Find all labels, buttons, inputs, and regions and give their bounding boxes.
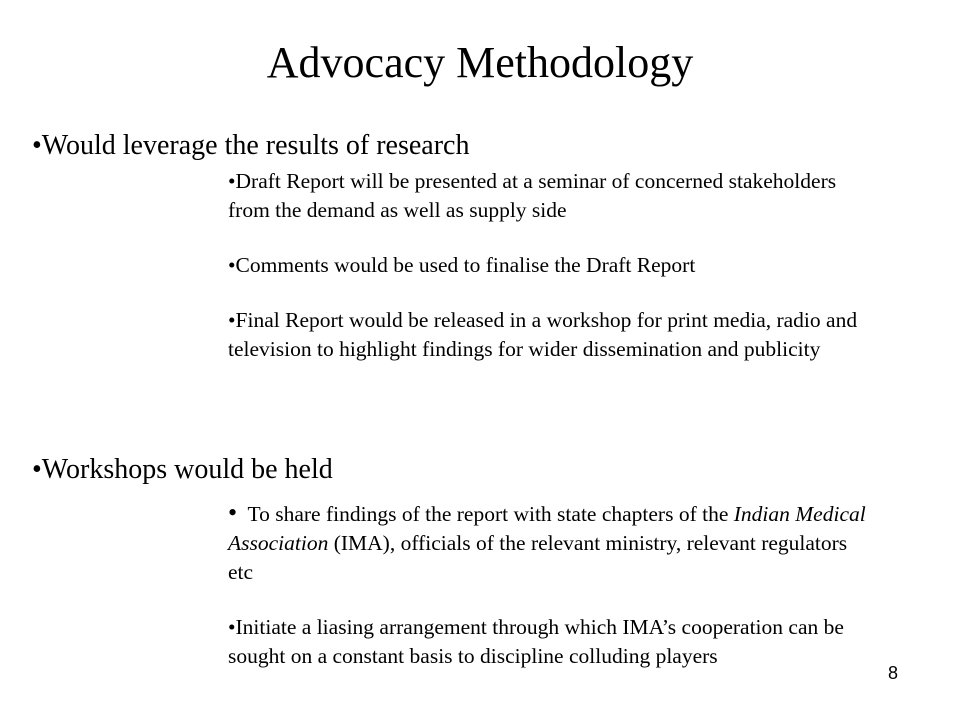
research-subpoints: [228, 167, 868, 364]
subpoint-final-report: •Final Report would be released in a workshop for print media, radio and television to highlight findings for wider dissemination and publicity: [228, 308, 858, 361]
bullet-workshops: •Workshops would be held: [32, 454, 333, 485]
subpoint-draft-report: •Draft Report will be presented at a seminar of concerned stakeholders from the demand as well as supply side: [228, 169, 837, 222]
bullet-research: •Would leverage the results of research: [32, 130, 470, 161]
subpoint-bullet: •: [228, 498, 238, 527]
subpoint-share-text-a: To share findings of the report with state chapters of the: [247, 502, 734, 526]
subpoint-share-text-b: (IMA), officials of the relevant ministry, relevant regulators etc: [228, 531, 848, 584]
subpoint-share-italic: Indian Medical Association: [228, 502, 866, 555]
subpoint-comments: •Comments would be used to finalise the Draft Report: [228, 253, 696, 277]
subpoint-share-findings: [228, 498, 868, 587]
workshop-subpoints: [228, 498, 868, 671]
page-number: 8: [888, 663, 899, 683]
subpoint-liasing: •Initiate a liasing arrangement through which IMA’s cooperation can be sought on a constant basis to discipline colluding players: [228, 615, 844, 668]
slide-title: Advocacy Methodology: [266, 38, 694, 87]
